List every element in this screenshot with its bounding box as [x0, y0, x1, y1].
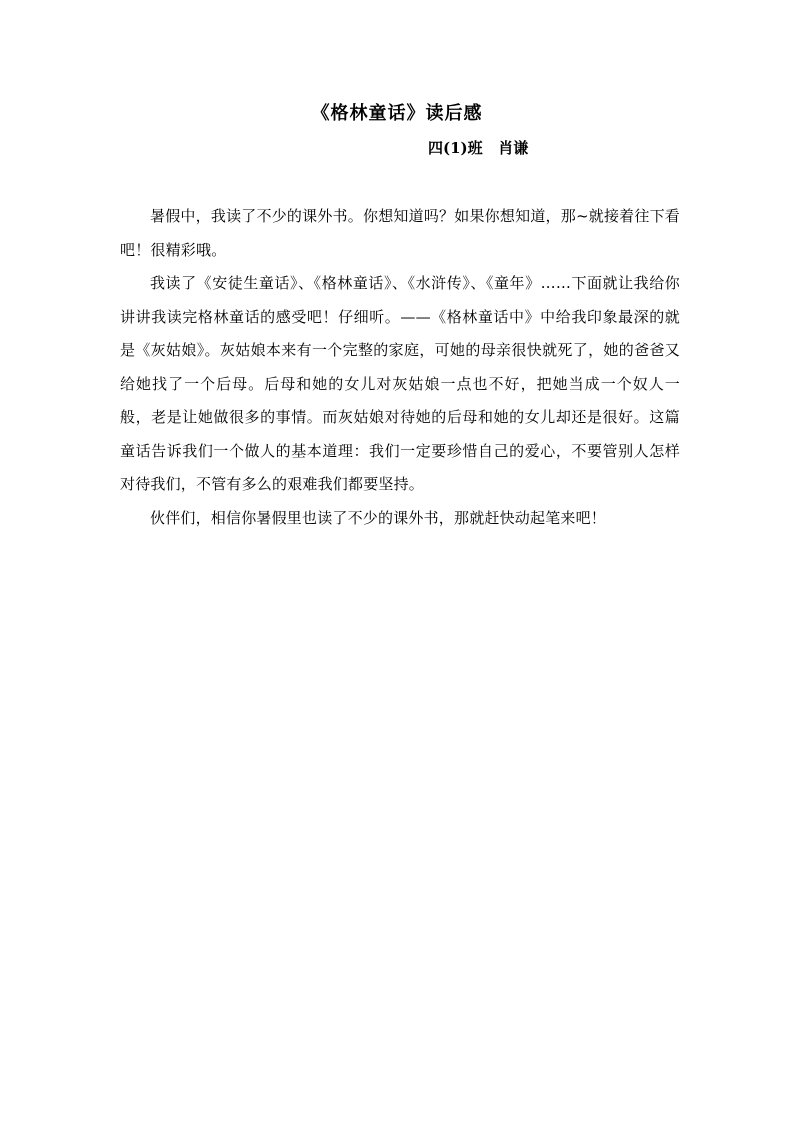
- document-body: [120, 200, 680, 535]
- paragraph-intro: 暑假中，我读了不少的课外书。你想知道吗？如果你想知道，那~就接着往下看吧！很精彩哦。: [120, 207, 680, 259]
- paragraph-closing: 伙伴们，相信你暑假里也读了不少的课外书，那就赶快动起笔来吧！: [150, 508, 607, 527]
- author-byline: 四(1)班 肖谦: [428, 139, 529, 157]
- paragraph-main: 我读了《安徒生童话》、《格林童话》、《水浒传》、《童年》……下面就让我给你讲讲我读完格林童话的感受吧！仔细听。——《格林童话中》中给我印象最深的就是《灰姑娘》。灰姑娘本来有一个完整的家庭，可她的母亲很快就死了，她的爸爸又给她找了一个后母。后母和她的女儿对灰姑娘一点也不好，把她当成一个奴人一般，老是让她做很多的事情。而灰姑娘对待她的后母和她的女儿却还是很好。这篇童话告诉我们一个做人的基本道理：我们一定要珍惜自己的爱心，不要管别人怎样对待我们，不管有多么的艰难我们都要坚持。: [120, 274, 680, 493]
- document-title: 《格林童话》读后感: [311, 103, 483, 124]
